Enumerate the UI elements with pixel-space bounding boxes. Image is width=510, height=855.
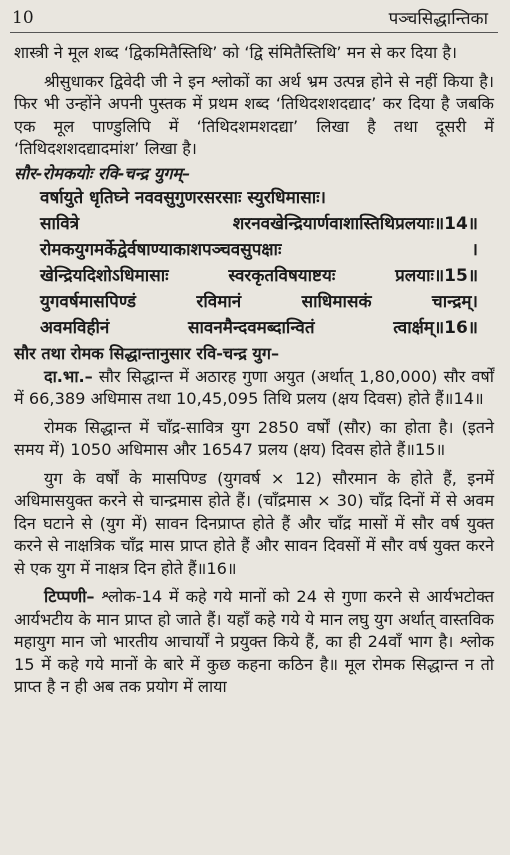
verse-text: खेन्द्रियदिशोऽधिमासाः [40, 266, 169, 286]
note-label: टिप्पणी– [44, 587, 95, 606]
paragraph: श्रीसुधाकर द्विवेदी जी ने इन श्लोकों का अर्थ भ्रम उत्पन्न होने से नहीं किया है। फिर भी उन्होंने अपनी पुस्तक में प्रथम शब्द ‘तिथिदशशदद्याद’ कर दिया है जबकि एक मूल पाण्डुलिपि में ‘तिथिदशमशदद्या’ लिखा है तथा दूसरी में ‘तिथिदशशदद्यादमांश’ लिखा है। [14, 71, 494, 158]
verse-text: सावनमैन्दवमब्दान्वितं [188, 318, 315, 338]
page-number: 10 [12, 8, 34, 28]
verse-text: शरनवखेन्द्रियार्णवाशास्तिथिप्रलयाः॥14॥ [232, 214, 478, 234]
verse-text: रोमकयुगमर्केद्वेर्वषाण्याकाशपञ्चवसुपक्षाः [40, 240, 282, 260]
verse-text: साधिमासकं [301, 292, 372, 312]
verse-text: प्रलयाः॥15॥ [395, 266, 478, 286]
verse-text: । [471, 240, 478, 260]
commentary-paragraph: युग के वर्षों के मासपिण्ड (युगवर्ष × 12) सौरमान के होते हैं, इनमें अधिमासयुक्त करने से चान्द्रमास होते हैं। (चाँद्रमास × 30) चाँद्र दिनों में से अवम दिन घटाने से (युग में) सावन दिनप्राप्त होते हैं और चाँद्र मासों में सौर वर्ष युक्त करने से नाक्षत्रिक चाँद्र मास प्राप्त होते हैं और सावन दिवसों में सौर वर्ष युक्त करने से एक युग में नाक्षत्र दिन होते हैं॥16॥ [14, 468, 494, 578]
page-content [14, 42, 494, 699]
section-heading: सौर तथा रोमक सिद्धान्तानुसार रवि-चन्द्र युग– [14, 344, 280, 363]
verse-text: वर्षायुते धृतिघ्ने नववसुगुणरसरसाः स्युरधिमासाः। [40, 188, 326, 208]
commentary-text: सौर सिद्धान्त में अठारह गुणा अयुत (अर्थात् 1,80,000) सौर वर्षों में 66,389 अधिमास तथा 10,45,095 तिथि प्रलय (क्षय दिवस) होते हैं॥14॥ [14, 366, 494, 408]
paragraph: शास्त्री ने मूल शब्द ‘द्विकमितैस्तिथि’ को ‘द्वि संमितैस्तिथि’ मन से कर दिया है। [14, 43, 458, 62]
commentary-label: दा.भा.– [44, 366, 93, 386]
running-title: पञ्चसिद्धान्तिका [388, 9, 488, 29]
verse-line [40, 263, 494, 289]
note-paragraph [14, 586, 494, 699]
verse-line [40, 185, 494, 211]
verse-line [40, 289, 494, 315]
verse-text: युगवर्षमासपिण्डं [40, 292, 136, 312]
page-header [0, 0, 510, 30]
note-text: श्लोक-14 में कहे गये मानों को 24 से गुणा करने से आर्यभटोक्त आर्यभटीय के मान प्राप्त हो जाते हैं। यहाँ कहे गये ये मान लघु युग अर्थात् वास्तविक महायुग मान जो भारतीय आचार्यों ने प्रयुक्त किये हैं, का ही 24वाँ भाग है। श्लोक 15 में कहे गये मानों के बारे में कुछ कहना कठिन है॥ मूल रोमक सिद्धान्त न तो प्राप्त है न ही अब तक प्रयोग में लाया [14, 587, 494, 696]
verse-heading: सौर-रोमकयोः रवि-चन्द्र युगम्– [14, 163, 191, 183]
commentary-paragraph [14, 366, 494, 411]
verse-text: स्वरकृतविषयाष्टयः [228, 266, 336, 286]
verse-text: अवमविहीनं [40, 318, 110, 338]
verse-line [40, 211, 494, 237]
verse-line [40, 237, 494, 263]
commentary-paragraph: रोमक सिद्धान्त में चाँद्र-सावित्र युग 2850 वर्षों (सौर) का होता है। (इतने समय में) 1050 अधिमास और 16547 प्रलय (क्षय) दिवस होते हैं॥15॥ [14, 417, 494, 459]
verse-block [14, 185, 494, 341]
verse-text: रविमानं [196, 292, 242, 312]
verse-line [40, 315, 494, 341]
verse-text: चान्द्रम्। [431, 292, 478, 312]
verse-text: त्वार्क्षम्॥16॥ [393, 318, 478, 338]
header-rule [10, 32, 498, 33]
verse-text: सावित्रे [40, 214, 80, 234]
